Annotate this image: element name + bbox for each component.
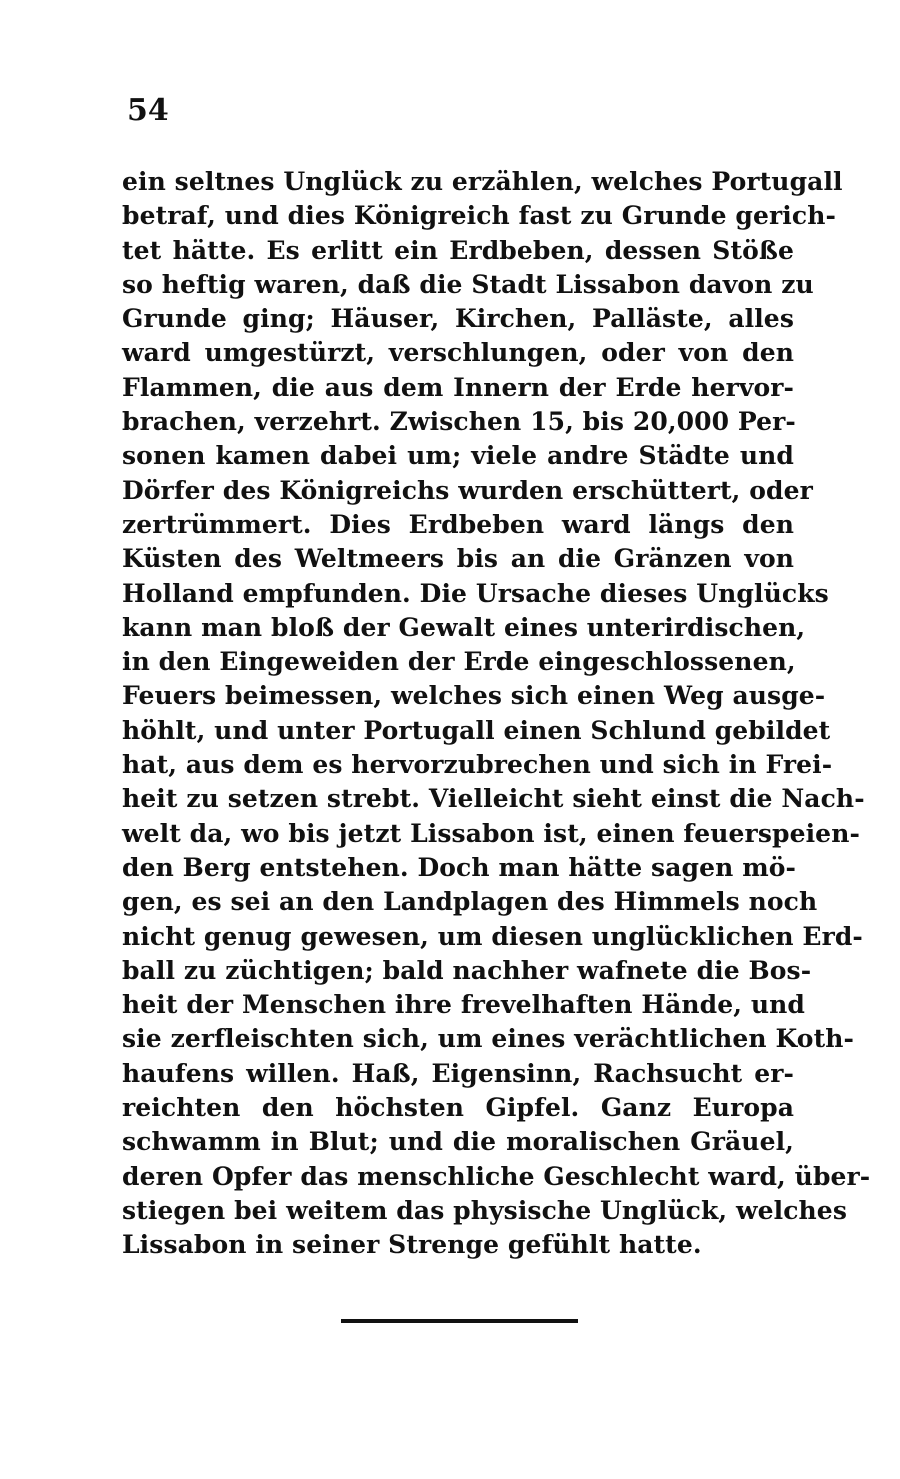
text-line: heit zu setzen strebt. Vielleicht sieht einst die Nach- [122,784,865,814]
text-line: Grunde ging; Häuser, Kirchen, Palläste, alles [122,304,794,334]
text-line: Holland empfunden. Die Ursache dieses Unglücks [122,578,829,608]
text-line: gen, es sei an den Landplagen des Himmels noch [122,887,818,917]
text-line: so heftig waren, daß die Stadt Lissabon davon zu [122,269,814,299]
text-line: hat, aus dem es hervorzubrechen und sich in Frei- [122,750,833,780]
text-line: betraf, und dies Königreich fast zu Grunde gerich- [122,201,836,231]
text-line: welt da, wo bis jetzt Lissabon ist, einen feuerspeien- [122,818,860,848]
text-line: stiegen bei weitem das physische Unglück, welches [122,1195,847,1225]
text-line: Feuers beimessen, welches sich einen Weg ausge- [122,681,826,711]
text-line: Flammen, die aus dem Innern der Erde hervor- [122,372,794,402]
text-line: Küsten des Weltmeers bis an die Gränzen von [122,544,794,574]
text-line: den Berg entstehen. Doch man hätte sagen mö- [122,852,796,882]
body-text [122,165,871,1263]
text-line: brachen, verzehrt. Zwischen 15, bis 20,000 Per- [122,407,796,437]
page-number: 54 [127,93,169,128]
text-line: ein seltnes Unglück zu erzählen, welches Portugall [122,167,843,196]
text-line-last: Lissabon in seiner Strenge gefühlt hatte. [122,1230,702,1260]
text-line: heit der Menschen ihre frevelhaften Hände, und [122,990,806,1020]
text-line: zertrümmert. Dies Erdbeben ward längs den [122,509,794,539]
text-line: schwamm in Blut; und die moralischen Gräuel, [122,1127,794,1157]
text-line: sie zerfleischten sich, um eines verächtlichen Koth- [122,1024,854,1054]
text-line: ward umgestürzt, verschlungen, oder von den [122,338,794,368]
text-line: reichten den höchsten Gipfel. Ganz Europa [122,1093,794,1123]
text-line: höhlt, und unter Portugall einen Schlund gebildet [122,715,831,745]
text-line: haufens willen. Haß, Eigensinn, Rachsucht er- [122,1058,794,1088]
text-line: in den Eingeweiden der Erde eingeschlossenen, [122,647,796,677]
text-line: ball zu züchtigen; bald nachher wafnete die Bos- [122,955,812,985]
text-line: deren Opfer das menschliche Geschlecht ward, über- [122,1161,871,1191]
text-line: sonen kamen dabei um; viele andre Städte und [122,441,794,471]
section-divider-rule [341,1319,578,1323]
text-line: kann man bloß der Gewalt eines unterirdischen, [122,612,806,642]
text-line: Dörfer des Königreichs wurden erschüttert, oder [122,475,813,505]
text-line: tet hätte. Es erlitt ein Erdbeben, dessen Stöße [122,235,794,265]
text-line: nicht genug gewesen, um diesen unglücklichen Erd- [122,921,863,951]
